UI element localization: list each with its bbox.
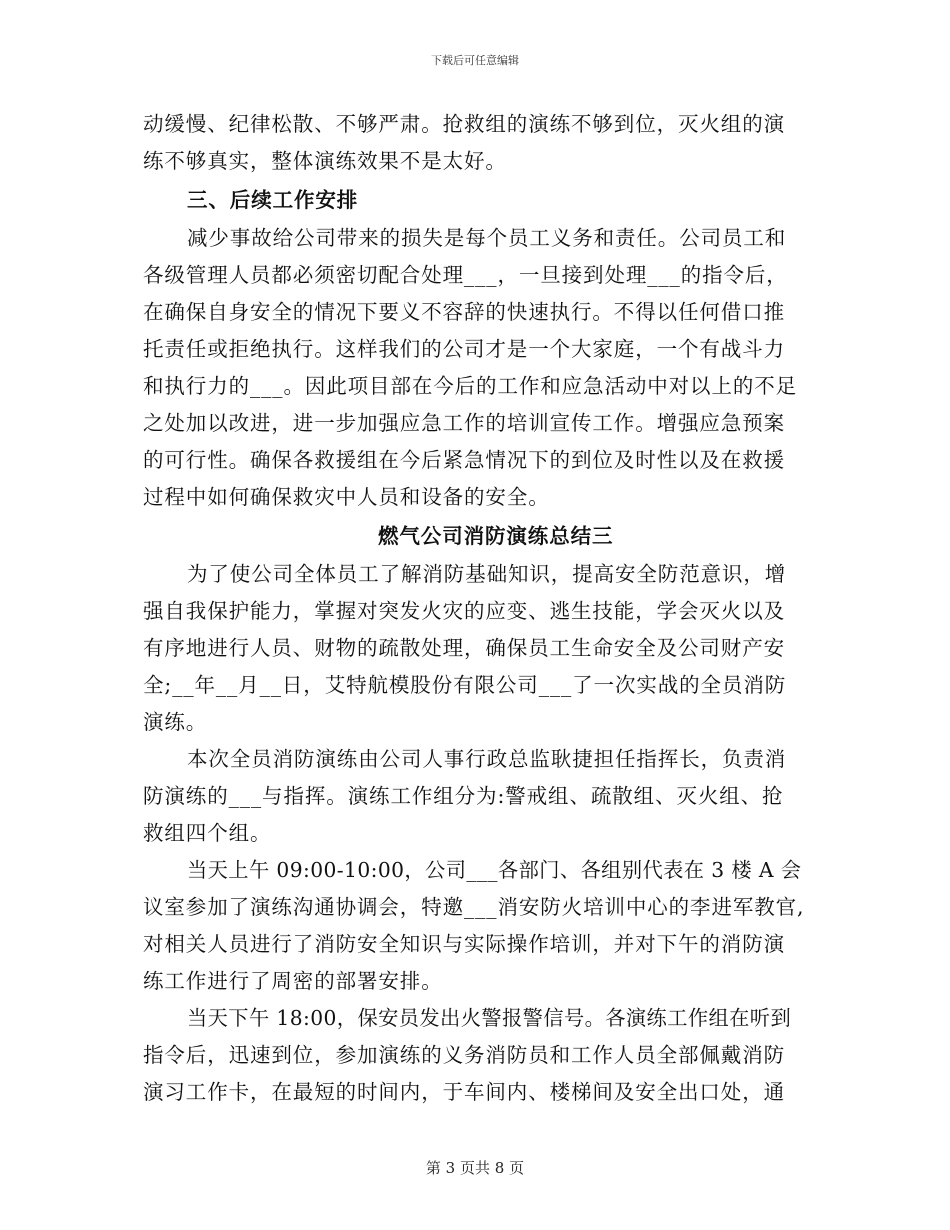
paragraph-line: 练不够真实，整体演练效果不是太好。 xyxy=(143,149,507,173)
paragraph-line: 本次全员消防演练由公司人事行政总监耿捷担任指挥长，负责消 xyxy=(187,747,787,771)
paragraph-line: 当天下午 18:00，保安员发出火警报警信号。各演练工作组在听到 xyxy=(187,1006,792,1030)
paragraph-line: 指令后，迅速到位，参加演练的义务消防员和工作人员全部佩戴消防 xyxy=(143,1043,785,1067)
paragraph-line: 演习工作卡，在最短的时间内，于车间内、楼梯间及安全出口处，通 xyxy=(143,1080,785,1104)
section-heading: 三、后续工作安排 xyxy=(187,188,359,212)
paragraph-line: 对相关人员进行了消防安全知识与实际操作培训，并对下午的消防演 xyxy=(143,932,785,956)
document-title: 燃气公司消防演练总结三 xyxy=(378,524,614,548)
paragraph-line: 托责任或拒绝执行。这样我们的公司才是一个大家庭，一个有战斗力 xyxy=(143,337,785,361)
paragraph-line: 强自我保护能力，掌握对突发火灾的应变、逃生技能，学会灭火以及 xyxy=(143,599,785,623)
paragraph-line: 在确保自身安全的情况下要义不容辞的快速执行。不得以任何借口推 xyxy=(143,300,785,324)
paragraph-line: 和执行力的___。因此项目部在今后的工作和应急活动中对以上的不足 xyxy=(143,374,798,398)
paragraph-line: 救组四个组。 xyxy=(143,821,272,845)
paragraph-line: 减少事故给公司带来的损失是每个员工义务和责任。公司员工和 xyxy=(187,226,787,250)
paragraph-line: 为了使公司全体员工了解消防基础知识，提高安全防范意识，增 xyxy=(187,562,787,586)
paragraph-line: 的可行性。确保各救援组在今后紧急情况下的到位及时性以及在救援 xyxy=(143,448,785,472)
paragraph-line: 之处加以改进，进一步加强应急工作的培训宣传工作。增强应急预案 xyxy=(143,411,785,435)
paragraph-line: 各级管理人员都必须密切配合处理___，一旦接到处理___的指令后， xyxy=(143,263,788,287)
paragraph-line: 演练。 xyxy=(143,710,208,734)
paragraph-line: 当天上午 09:00-10:00，公司___各部门、各组别代表在 3 楼 A 会 xyxy=(187,858,802,882)
paragraph-line: 过程中如何确保救灾中人员和设备的安全。 xyxy=(143,485,550,509)
paragraph-line: 练工作进行了周密的部署安排。 xyxy=(143,969,443,993)
page-header: 下载后可任意编辑 xyxy=(431,54,519,67)
page-footer: 第 3 页共 8 页 xyxy=(425,1159,525,1177)
paragraph-line: 动缓慢、纪律松散、不够严肃。抢救组的演练不够到位，灭火组的演 xyxy=(143,112,785,136)
paragraph-line: 议室参加了演练沟通协调会，特邀___消安防火培训中心的李进军教官, xyxy=(143,895,805,919)
paragraph-line: 全;__年__月__日，艾特航模股份有限公司___了一次实战的全员消防 xyxy=(143,673,787,697)
paragraph-line: 有序地进行人员、财物的疏散处理，确保员工生命安全及公司财产安 xyxy=(143,636,785,660)
paragraph-line: 防演练的___与指挥。演练工作组分为:警戒组、疏散组、灭火组、抢 xyxy=(143,784,784,808)
